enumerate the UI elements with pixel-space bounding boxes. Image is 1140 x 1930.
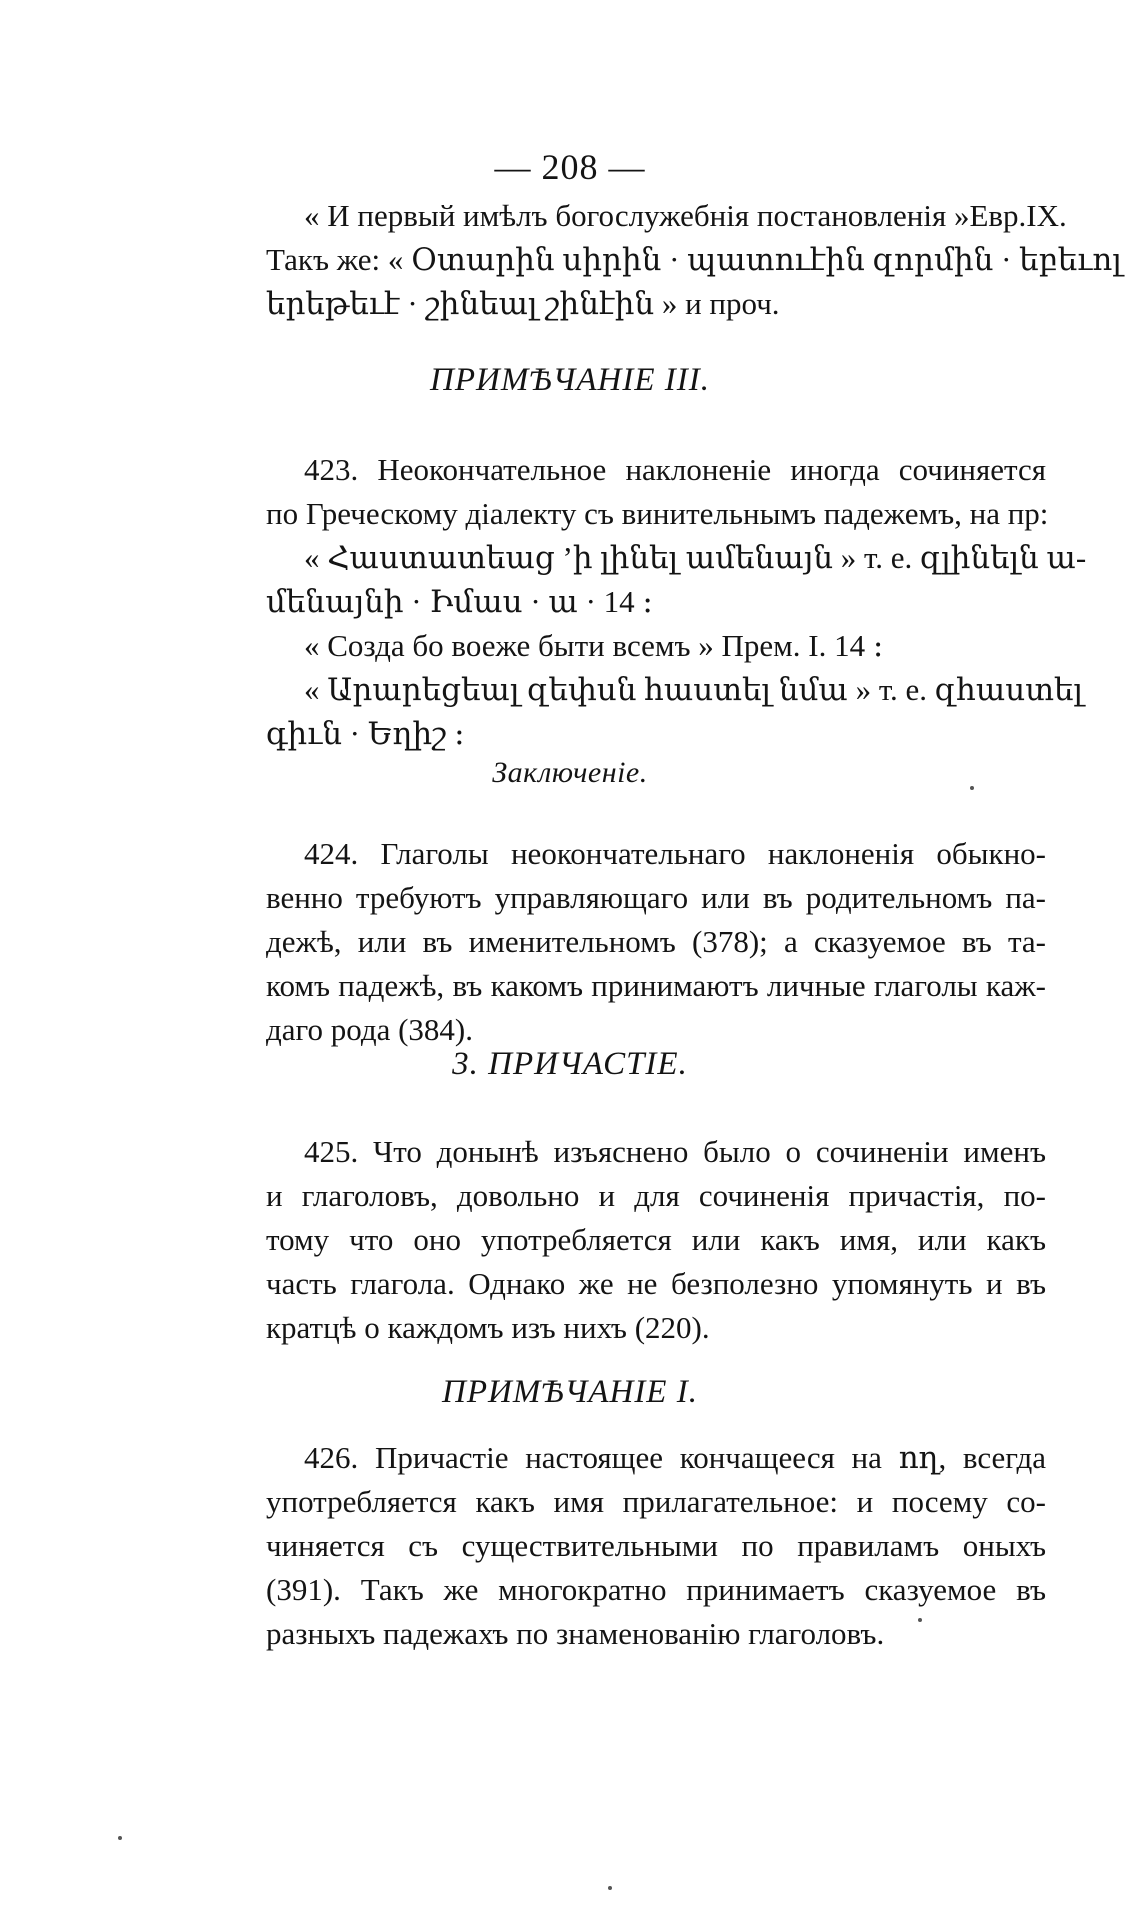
intro-line: « И первый имѣлъ богослужебнія постановленія »Евр.IX. <box>304 198 1067 233</box>
paragraph-line: часть глагола. Однако же не безполезно упомянуть и въ <box>266 1266 1046 1301</box>
paragraph-line: чиняется съ существительными по правиламъ оныхъ <box>266 1528 1046 1563</box>
paragraph-line: գիւն · Եղիշ ։ <box>266 716 465 751</box>
paragraph-line: употребляется какъ имя прилагательное: и посему со- <box>266 1484 1046 1519</box>
paragraph-line: « Созда бо воеже быти всемъ » Прем. I. 14 ։ <box>304 628 884 663</box>
paragraph-line: 426. Причастіе настоящее кончащееся на ող, всегда <box>304 1440 1046 1475</box>
scan-speck <box>608 1886 612 1890</box>
section-heading-conclusion: Заключеніе. <box>492 756 648 789</box>
paragraph-line: и глаголовъ, довольно и для сочиненія причастія, по- <box>266 1178 1046 1213</box>
paragraph-line: 424. Глаголы неокончательнаго наклоненія обыкно- <box>304 836 1046 871</box>
paragraph-line: « Արարեցեալ զեփսն հաստել նմա » т. е. զհաստել <box>304 672 1083 707</box>
paragraph-line: մենայնի · Իմաս · ա · 14 ։ <box>266 584 653 619</box>
intro-block <box>266 194 1122 326</box>
paragraph-424 <box>266 832 1046 1052</box>
paragraph-425 <box>266 1130 1046 1350</box>
paragraph-line: венно требуютъ управляющаго или въ родительномъ па- <box>266 880 1046 915</box>
paragraph-line: дежѣ, или въ именительномъ (378); а сказуемое въ та- <box>266 924 1046 959</box>
section-heading-participle: 3. ПРИЧАСТІЕ. <box>452 1046 688 1082</box>
paragraph-line: даго рода (384). <box>266 1012 474 1047</box>
section-heading-note-3: ПРИМѢЧАНІЕ III. <box>430 362 710 398</box>
paragraph-426 <box>266 1436 1046 1656</box>
intro-line: երեթեւէ · շինեալ շինէին » и проч. <box>266 286 780 321</box>
intro-line: Такъ же: « Օտարին սիրին · պատուէին զորմին · եբեւոլ <box>266 242 1122 277</box>
paragraph-line: 423. Неокончательное наклоненіе иногда сочиняется <box>304 452 1046 487</box>
paragraph-line: по Греческому діалекту съ винительнымъ падежемъ, на пр: <box>266 496 1049 531</box>
section-heading-note-1: ПРИМѢЧАНІЕ I. <box>442 1374 698 1410</box>
paragraph-line: разныхъ падежахъ по знаменованію глаголовъ. <box>266 1616 885 1651</box>
paragraph-line: « Հաստատեաց ’ի լինել ամենայն » т. е. զլինելն ա- <box>304 540 1087 575</box>
paragraph-423 <box>266 448 1087 756</box>
scan-speck <box>918 1618 922 1622</box>
paragraph-line: кратцѣ о каждомъ изъ нихъ (220). <box>266 1310 710 1345</box>
page-number: — 208 — <box>494 147 646 187</box>
paragraph-line: тому что оно употребляется или какъ имя, или какъ <box>266 1222 1046 1257</box>
paragraph-line: 425. Что донынѣ изъяснено было о сочиненіи именъ <box>304 1134 1046 1169</box>
scan-speck <box>118 1836 122 1840</box>
paragraph-line: (391). Такъ же многократно принимаетъ сказуемое въ <box>266 1572 1046 1607</box>
paragraph-line: комъ падежѣ, въ какомъ принимаютъ личные глаголы каж- <box>266 968 1046 1003</box>
scan-speck <box>970 786 974 790</box>
